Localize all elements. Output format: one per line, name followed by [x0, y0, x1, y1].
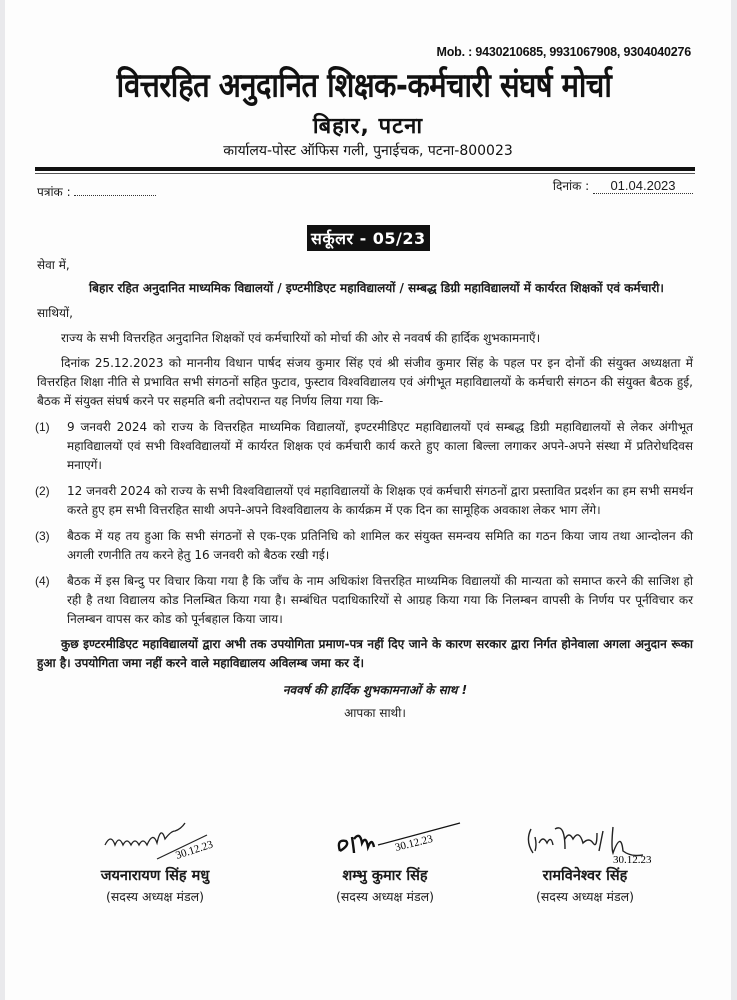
paragraph-meeting: दिनांक 25.12.2023 को माननीय विधान पार्षद संजय कुमार सिंह एवं श्री संजीव कुमार सिंह के पहल पर इन दोनों की संयुक्त अध्यक्षता में वित्तरहित शिक्षा नीति से प्रभावित सभी संगठनों सहित फुटाव, फुस्टाव विश्वविद्यालय एवं अंगीभूत महाविद्यालयों के कर्मचारी संगठन की संयुक्त बैठक हुई, बैठक में संयुक्त संघर्ष करने पर सहमति बनी तदोपरान्त यह निर्णय लिया गया कि-	[37, 356, 693, 408]
item-number: (3)	[35, 529, 50, 543]
signatory-role: (सदस्य अध्यक्ष मंडल)	[335, 889, 434, 904]
handwritten-signature-3	[495, 815, 675, 865]
organization-location: बिहार, पटना	[312, 114, 424, 139]
item-text: बैठक में इस बिन्दु पर विचार किया गया है कि जाँच के नाम अधिकांश वित्तरहित माध्यमिक विद्यालयों की मान्यता को समाप्त करने की साजिश हो रही है तथा विद्यालय कोड निलम्बित किया गया है। सम्बंधित पदाधिकारियों से आग्रह किया गया कि निलम्बन वापसी के निर्णय पर पूर्नविचार कर निलम्बन वापस कर कोड को पूर्नबहाल किया जाय।	[67, 574, 693, 626]
item-number: (4)	[35, 574, 50, 588]
decision-item	[35, 482, 693, 520]
header-divider	[35, 167, 695, 171]
sign-date: 30.12.23	[393, 832, 435, 854]
signatory-name: शम्भु कुमार सिंह	[342, 868, 428, 884]
handwritten-signature-1	[85, 815, 225, 865]
closing-wishes: नववर्ष की हार्दिक शुभकामनाओं के साथ !	[282, 683, 468, 697]
reference-blank	[74, 195, 156, 196]
greeting: साथियों,	[37, 306, 73, 320]
item-text: 12 जनवरी 2024 को राज्य के सभी विश्वविद्यालयों एवं महाविद्यालयों के शिक्षक एवं कर्मचारी संगठनों द्वारा प्रस्तावित प्रदर्शन का हम सभी समर्थन करते हुए हम सभी वित्तरहित साथी अपने-अपने विश्वविद्यालय के कार्यक्रम में एक दिन का सामूहिक अवकाश लेकर भाग लेंगे।	[67, 484, 693, 517]
decision-item	[35, 418, 693, 475]
office-address: कार्यालय-पोस्ट ऑफिस गली, पुनाईचक, पटना-800023	[223, 143, 513, 159]
notice-paragraph: कुछ इण्टरमीडिएट महाविद्यालयों द्वारा अभी तक उपयोगिता प्रमाण-पत्र नहीं दिए जाने के कारण सरकार द्वारा निर्गत होनेवाला अगला अनुदान रूका हुआ है। उपयोगिता जमा नहीं करने वाले महाविद्यालय अविलम्ब जमा कर दें।	[37, 637, 693, 670]
item-number: (1)	[35, 420, 50, 434]
mobile-numbers: Mob. : 9430210685, 9931067908, 9304040276	[436, 45, 691, 59]
letter-page	[5, 0, 731, 1000]
handwritten-signature-2	[300, 815, 470, 865]
signature-block	[65, 815, 681, 915]
signatory-role: (सदस्य अध्यक्ष मंडल)	[535, 889, 634, 904]
addressee: बिहार रहित अनुदानित माध्यमिक विद्यालयों / इण्टमीडिएट महाविद्यालयों / सम्बद्ध डिग्री महाविद्यालयों में कार्यरत शिक्षकों एवं कर्मचारी।	[89, 281, 664, 295]
date-field	[553, 177, 693, 194]
sign-date: 30.12.23	[613, 854, 652, 865]
header-divider-thin	[35, 173, 695, 174]
item-text: 9 जनवरी 2024 को राज्य के वित्तरहित माध्यमिक विद्यालयों, इण्टरमीडिएट महाविद्यालयों एवं सम्बद्ध डिग्री महाविद्यालयों से लेकर अंगीभूत महाविद्यालयों एवं सभी विश्वविद्यालयों में कार्यरत शिक्षक एवं कर्मचारी कार्य करते हुए काला बिल्ला लगाकर अपने-अपने संस्था में प्रतिरोधदिवस मनाएगें।	[67, 420, 693, 472]
date-value: 01.04.2023	[593, 178, 693, 194]
reference-number	[37, 183, 156, 200]
yours-line: आपका साथी।	[344, 706, 406, 720]
salutation-to: सेवा में,	[37, 258, 70, 272]
signatory-name: रामविनेश्वर सिंह	[542, 868, 628, 884]
signatory-role: (सदस्य अध्यक्ष मंडल)	[105, 889, 204, 904]
paragraph-greetings: राज्य के सभी वित्तरहित अनुदानित शिक्षकों एवं कर्मचारियों को मोर्चा की ओर से नववर्ष की हार्दिक शुभकामनाएँ।	[61, 331, 541, 345]
item-text: बैठक में यह तय हुआ कि सभी संगठनों से एक-एक प्रतिनिधि को शामिल कर संयुक्त समन्वय समिति का गठन किया जाय तथा आन्दोलन की अगली रणनीति तय करने हेतु 16 जनवरी को बैठक रखी गई।	[67, 529, 693, 562]
item-number: (2)	[35, 484, 50, 498]
organization-name: वित्तरहित अनुदानित शिक्षक-कर्मचारी संघर्ष मोर्चा	[116, 65, 612, 105]
signatory-name: जयनारायण सिंह मधु	[100, 868, 210, 884]
sign-date: 30.12.23	[174, 838, 215, 862]
circular-title: सर्कूलर - 05/23	[307, 225, 430, 251]
signatory-1	[55, 815, 255, 905]
date-label: दिनांक :	[552, 179, 590, 193]
signatory-3	[485, 815, 685, 905]
letter-body	[35, 256, 693, 723]
signatory-2	[285, 815, 485, 905]
decision-item	[35, 572, 693, 629]
reference-label: पत्रांक :	[37, 185, 71, 199]
decision-item	[35, 527, 693, 565]
